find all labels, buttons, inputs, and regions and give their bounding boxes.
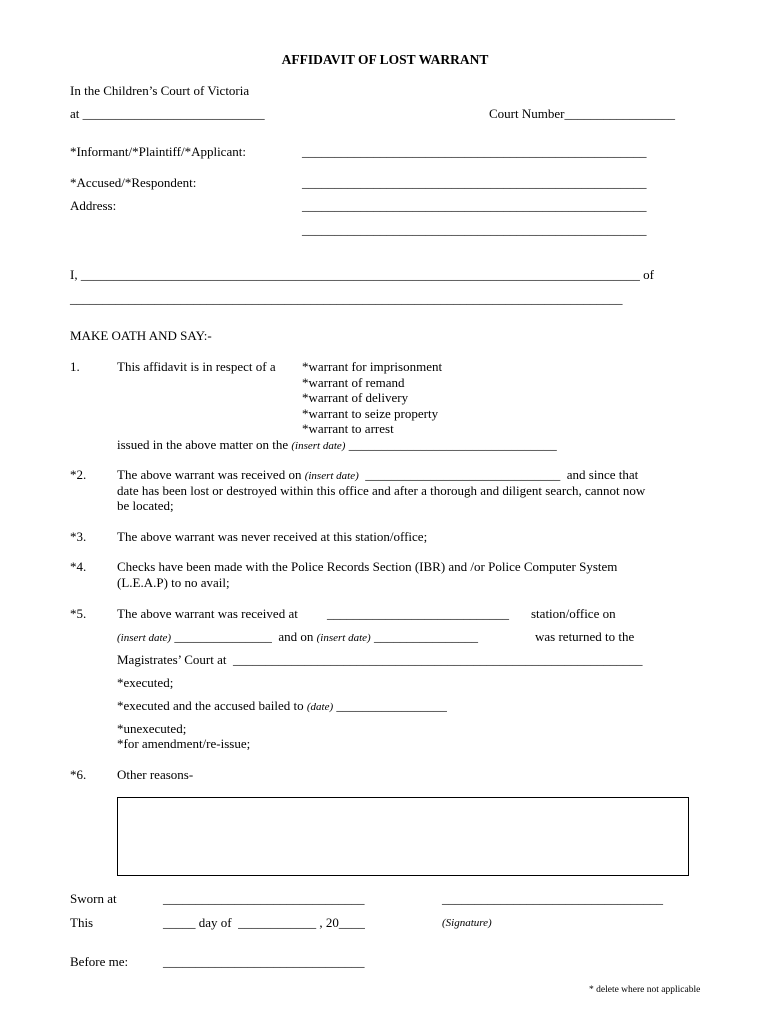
item5-number: *5. [70,606,87,621]
item2-line1 [117,467,638,484]
this-label: This [70,915,94,930]
item3-text: The above warrant was never received at this station/office; [117,529,428,544]
warrant-option: *warrant of delivery [302,390,409,405]
court-number-field: Court Number_________________ [489,106,675,121]
item2-number: *2. [70,467,87,482]
item5-line2 [117,629,478,646]
bailed-text: *executed and the accused bailed to [117,698,304,713]
magistrates-line [117,652,643,667]
warrant-option: *warrant for imprisonment [302,359,443,374]
item2-line3: be located; [117,498,174,513]
signature-field: __________________________________ [442,891,663,906]
informant-label: *Informant/*Plaintiff/*Applicant: [70,144,246,159]
and-on-text: and on [278,629,314,644]
station-field: ____________________________ [327,606,509,621]
executed-option: *executed; [117,675,174,690]
insert-date-label: (insert date) [304,470,359,482]
item4-line1: Checks have been made with the Police Records Section (IBR) and /or Police Computer System [117,559,618,574]
document-title: AFFIDAVIT OF LOST WARRANT [281,52,489,67]
warrant-option: *warrant of remand [302,375,405,390]
item5-text-b: station/office on [531,606,616,621]
bailed-date-field: _________________ [336,698,447,713]
bailed-line [117,698,447,715]
magistrates-label: Magistrates’ Court at [117,652,227,667]
address-field-2: _____________________________________________________ [302,222,647,237]
court-line: In the Children’s Court of Victoria [70,83,250,98]
item4-line2: (L.E.A.P) to no avail; [117,575,230,590]
at-field: at ____________________________ [70,106,265,121]
item3-number: *3. [70,529,87,544]
received-date-field: ______________________________ [365,467,561,482]
deponent-name-line: I, ______________________________________________________________________________________ of [70,267,654,282]
before-me-label: Before me: [70,954,129,969]
footnote: * delete where not applicable [589,985,701,995]
address-field-1: _____________________________________________________ [302,198,647,213]
amendment-option: *for amendment/re-issue; [117,736,251,751]
item2-text-a: The above warrant was received on [117,467,302,482]
accused-field: _____________________________________________________ [302,175,647,190]
issued-date-field: ________________________________ [348,437,557,452]
unexecuted-option: *unexecuted; [117,721,187,736]
magistrates-field: _______________________________________________________________ [233,652,643,667]
item1-number: 1. [70,359,80,374]
insert-date-label: (insert date) [316,632,371,644]
item6-text: Other reasons- [117,767,194,782]
date-field-2: ________________ [373,629,478,644]
before-me-field: _______________________________ [163,954,365,969]
item6-number: *6. [70,767,87,782]
issued-text: issued in the above matter on the [117,437,289,452]
item2-text-b: and since that [566,467,639,482]
item1-lead: This affidavit is in respect of a [117,359,276,374]
item5-text-a: The above warrant was received at [117,606,298,621]
returned-text: was returned to the [535,629,635,644]
date-field-1: _______________ [174,629,272,644]
sworn-at-label: Sworn at [70,891,117,906]
signature-label: (Signature) [442,917,492,929]
issued-line [117,437,557,454]
insert-date-label: (insert date) [117,632,172,644]
insert-date-label: (insert date) [291,440,346,452]
item4-number: *4. [70,559,87,574]
date-label: (date) [306,701,334,713]
item2-line2: date has been lost or destroyed within this office and after a thorough and diligent search, cannot now [117,483,646,498]
warrant-option: *warrant to arrest [302,421,394,436]
warrant-option: *warrant to seize property [302,406,439,421]
deponent-address-line: _____________________________________________________________________________________ [70,291,623,306]
sworn-at-field: _______________________________ [163,891,365,906]
address-label: Address: [70,198,117,213]
other-reasons-box [117,797,689,876]
day-of-field: _____ day of ____________ , 20____ [163,915,365,930]
accused-label: *Accused/*Respondent: [70,175,197,190]
oath-heading: MAKE OATH AND SAY:- [70,328,212,343]
informant-field: _____________________________________________________ [302,144,647,159]
